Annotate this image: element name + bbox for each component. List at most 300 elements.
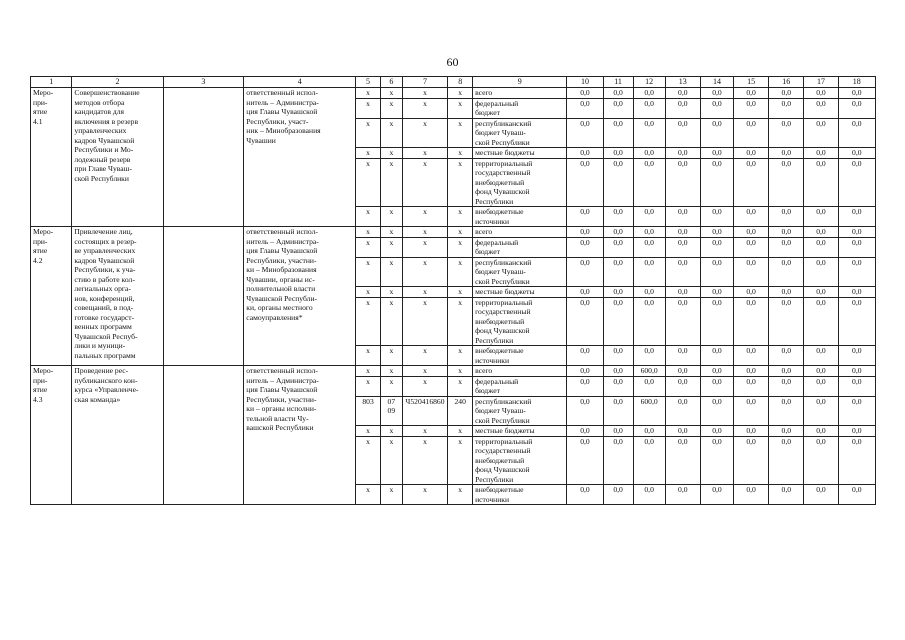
code-cell-expense: x	[448, 366, 473, 377]
code-cell-target: x	[402, 158, 448, 207]
value-cell: 0,0	[603, 396, 633, 426]
text-line: Республики	[475, 196, 514, 206]
value-cell: 0,0	[665, 237, 700, 257]
column-number: 18	[838, 77, 875, 88]
value-cell: 600,0	[633, 396, 665, 426]
table-row	[31, 88, 876, 99]
funding-source-cell	[473, 436, 567, 485]
value-cell: 0,0	[665, 98, 700, 118]
value-cell: 0,0	[838, 287, 875, 298]
value-cell: 0,0	[633, 227, 665, 238]
funding-source-cell	[473, 207, 567, 227]
code-cell-grbs: x	[356, 436, 381, 485]
value-cell: 0,0	[804, 98, 838, 118]
code-cell-section: x	[380, 88, 402, 99]
funding-source-cell	[473, 485, 567, 505]
value-cell: 0,0	[633, 376, 665, 396]
code-cell-grbs: x	[356, 346, 381, 366]
text-line: при-	[33, 236, 48, 246]
value-cell: 0,0	[700, 485, 733, 505]
value-cell: 0,0	[700, 257, 733, 287]
value-cell: 0,0	[603, 346, 633, 366]
value-cell: 0,0	[804, 118, 838, 148]
value-cell: 0,0	[734, 118, 769, 148]
text-line: ник – Минобразования	[246, 126, 321, 135]
text-line: Чувашии	[246, 135, 276, 145]
column-number: 6	[380, 77, 402, 88]
text-line: ской Республики	[475, 137, 530, 147]
value-cell: 0,0	[567, 376, 603, 396]
text-line: ятие	[33, 385, 48, 394]
value-cell: 0,0	[804, 366, 838, 377]
code-cell-expense: x	[448, 287, 473, 298]
text-line: республиканский	[475, 257, 532, 267]
column-number: 2	[72, 77, 163, 88]
value-cell: 0,0	[734, 98, 769, 118]
text-line: при-	[33, 375, 48, 385]
value-cell: 0,0	[603, 98, 633, 118]
text-line: полнительной власти	[246, 284, 316, 293]
value-cell: 0,0	[567, 158, 603, 207]
code-cell-target: x	[402, 287, 448, 298]
text-line: внебюджетный	[475, 316, 525, 326]
code-cell-section: x	[380, 237, 402, 257]
text-line: пальных программ	[74, 350, 136, 360]
value-cell: 0,0	[603, 426, 633, 437]
value-cell: 0,0	[567, 396, 603, 426]
text-line: бюджет	[475, 247, 500, 256]
value-cell: 0,0	[804, 297, 838, 346]
column-number: 12	[633, 77, 665, 88]
text-line: ская команда»	[74, 394, 121, 404]
text-line: бюджет	[475, 386, 500, 395]
code-cell-target: x	[402, 346, 448, 366]
text-line: бюджет Чуваш-	[475, 267, 526, 276]
text-line: местные бюджеты	[475, 426, 535, 435]
text-line: вашской Республики	[246, 423, 314, 432]
value-cell: 0,0	[734, 158, 769, 207]
value-cell: 0,0	[567, 346, 603, 366]
text-line: кадров Чувашской	[74, 255, 135, 265]
code-cell-target: x	[402, 436, 448, 485]
text-line: тельной власти Чу-	[246, 413, 309, 423]
value-cell: 0,0	[838, 88, 875, 99]
value-cell: 0,0	[769, 396, 804, 426]
text-line: включения в резерв	[74, 116, 139, 126]
text-line: Привлечение лиц,	[74, 227, 133, 236]
value-cell: 0,0	[838, 98, 875, 118]
code-cell-grbs: x	[356, 118, 381, 148]
text-line: самоуправления*	[246, 312, 303, 322]
funding-source-cell	[473, 297, 567, 346]
code-cell-grbs: x	[356, 98, 381, 118]
measure-id-cell	[31, 366, 72, 505]
code-cell-grbs: x	[356, 297, 381, 346]
text-line: государственный	[475, 168, 531, 177]
text-line: бюджет Чуваш-	[475, 406, 526, 415]
text-line: ответственный испол-	[246, 88, 318, 97]
code-cell-grbs: x	[356, 148, 381, 159]
value-cell: 0,0	[700, 396, 733, 426]
value-cell: 0,0	[603, 257, 633, 287]
column-number: 10	[567, 77, 603, 88]
value-cell: 0,0	[665, 426, 700, 437]
value-cell: 0,0	[633, 88, 665, 99]
value-cell: 0,0	[838, 148, 875, 159]
value-cell: 0,0	[838, 485, 875, 505]
value-cell: 0,0	[700, 98, 733, 118]
value-cell: 0,0	[804, 158, 838, 207]
text-line: государственный	[475, 307, 531, 316]
value-cell: 0,0	[603, 287, 633, 298]
column-number-row	[31, 77, 876, 88]
empty-cell	[163, 227, 244, 366]
value-cell: 0,0	[804, 227, 838, 238]
code-cell-grbs: 803	[356, 396, 381, 426]
measure-name-cell	[72, 88, 163, 227]
text-line: внебюджетные	[475, 485, 524, 494]
value-cell: 0,0	[734, 366, 769, 377]
text-line: Республики и Мо-	[74, 145, 134, 154]
code-cell-section: x	[380, 436, 402, 485]
code-cell-target: x	[402, 98, 448, 118]
funding-source-cell	[473, 366, 567, 377]
value-cell: 0,0	[633, 98, 665, 118]
value-cell: 0,0	[567, 88, 603, 99]
value-cell: 0,0	[567, 366, 603, 377]
table-body	[31, 77, 876, 505]
value-cell: 0,0	[567, 257, 603, 287]
column-number: 13	[665, 77, 700, 88]
text-line: внебюджетный	[475, 455, 525, 465]
executor-cell	[244, 88, 356, 227]
text-line: Проведение рес-	[74, 366, 129, 375]
value-cell: 0,0	[804, 346, 838, 366]
value-cell: 0,0	[665, 287, 700, 298]
value-cell: 0,0	[734, 485, 769, 505]
column-number: 17	[804, 77, 838, 88]
text-line: ция Главы Чувашской	[246, 246, 318, 255]
funding-source-cell	[473, 88, 567, 99]
value-cell: 0,0	[665, 118, 700, 148]
code-cell-target: x	[402, 237, 448, 257]
funding-source-cell	[473, 148, 567, 159]
value-cell: 0,0	[700, 118, 733, 148]
funding-source-cell	[473, 98, 567, 118]
value-cell: 0,0	[700, 88, 733, 99]
value-cell: 0,0	[769, 98, 804, 118]
value-cell: 0,0	[769, 297, 804, 346]
value-cell: 0,0	[603, 297, 633, 346]
value-cell: 0,0	[603, 366, 633, 377]
value-cell: 0,0	[633, 207, 665, 227]
text-line: 4.3	[33, 394, 43, 404]
text-line: федеральный	[475, 376, 519, 386]
code-cell-expense: x	[448, 207, 473, 227]
text-line: ятие	[33, 246, 48, 255]
value-cell: 0,0	[838, 426, 875, 437]
funding-source-cell	[473, 396, 567, 426]
budget-table	[30, 76, 876, 505]
code-cell-grbs: x	[356, 227, 381, 238]
code-cell-expense: x	[448, 346, 473, 366]
value-cell: 0,0	[567, 98, 603, 118]
column-number: 8	[448, 77, 473, 88]
value-cell: 0,0	[838, 158, 875, 207]
column-number: 1	[31, 77, 72, 88]
text-line: кандидатов для	[74, 107, 125, 116]
text-line: ской Республики	[475, 276, 530, 286]
value-cell: 0,0	[769, 436, 804, 485]
value-cell: 0,0	[665, 376, 700, 396]
value-cell: 0,0	[700, 346, 733, 366]
text-line: внебюджетные	[475, 346, 524, 355]
column-number: 4	[244, 77, 356, 88]
code-cell-section: x	[380, 98, 402, 118]
text-line: ской Республики	[475, 415, 530, 425]
value-cell: 0,0	[804, 257, 838, 287]
value-cell: 0,0	[804, 376, 838, 396]
text-line: курса «Управленче-	[74, 385, 139, 394]
code-cell-target: x	[402, 297, 448, 346]
code-cell-section: x	[380, 366, 402, 377]
value-cell: 0,0	[769, 257, 804, 287]
text-line: внебюджетные	[475, 207, 524, 216]
value-cell: 0,0	[633, 436, 665, 485]
value-cell: 0,0	[665, 227, 700, 238]
value-cell: 0,0	[734, 376, 769, 396]
value-cell: 0,0	[769, 118, 804, 148]
text-line: Меро-	[33, 366, 54, 375]
value-cell: 0,0	[567, 436, 603, 485]
text-line: Чувашии, органы ис-	[246, 274, 315, 284]
text-line: ция Главы Чувашской	[246, 107, 318, 116]
funding-source-cell	[473, 257, 567, 287]
column-number: 14	[700, 77, 733, 88]
code-cell-target: x	[402, 118, 448, 148]
code-cell-grbs: x	[356, 366, 381, 377]
value-cell: 0,0	[734, 257, 769, 287]
code-cell-section: x	[380, 148, 402, 159]
funding-source-cell	[473, 227, 567, 238]
value-cell: 0,0	[804, 237, 838, 257]
column-number: 3	[163, 77, 244, 88]
text-line: ответственный испол-	[246, 366, 318, 375]
value-cell: 0,0	[665, 366, 700, 377]
code-cell-expense: x	[448, 148, 473, 159]
value-cell: 0,0	[734, 148, 769, 159]
executor-cell	[244, 366, 356, 505]
value-cell: 0,0	[633, 118, 665, 148]
value-cell: 0,0	[567, 426, 603, 437]
code-cell-expense: x	[448, 237, 473, 257]
code-cell-target: x	[402, 207, 448, 227]
value-cell: 0,0	[838, 346, 875, 366]
text-line: при Главе Чуваш-	[74, 164, 132, 173]
value-cell: 0,0	[734, 287, 769, 298]
column-number: 15	[734, 77, 769, 88]
text-line: Республики, участ-	[246, 116, 309, 126]
code-cell-grbs: x	[356, 207, 381, 227]
value-cell: 0,0	[603, 436, 633, 485]
code-cell-section: x	[380, 207, 402, 227]
value-cell: 0,0	[804, 207, 838, 227]
code-cell-grbs: x	[356, 237, 381, 257]
value-cell: 0,0	[769, 366, 804, 377]
text-line: готовке государст-	[74, 312, 135, 322]
value-cell: 0,0	[804, 426, 838, 437]
text-line: легиальных орга-	[74, 284, 131, 293]
value-cell: 0,0	[700, 376, 733, 396]
code-cell-section: 07 09	[380, 396, 402, 426]
value-cell: 0,0	[804, 148, 838, 159]
code-cell-expense: x	[448, 118, 473, 148]
text-line: Меро-	[33, 227, 54, 236]
value-cell: 0,0	[665, 148, 700, 159]
measure-id-cell	[31, 227, 72, 366]
text-line: венных программ	[74, 322, 132, 331]
text-line: фонд Чувашской	[475, 465, 530, 474]
value-cell: 0,0	[603, 227, 633, 238]
value-cell: 0,0	[603, 207, 633, 227]
code-cell-expense: x	[448, 426, 473, 437]
text-line: ки, органы местного	[246, 303, 313, 312]
value-cell: 0,0	[769, 376, 804, 396]
page-number: 60	[446, 55, 459, 69]
text-line: ки – органы исполни-	[246, 404, 317, 413]
value-cell: 0,0	[838, 297, 875, 346]
value-cell: 0,0	[838, 436, 875, 485]
text-line: всего	[475, 227, 493, 236]
value-cell: 0,0	[603, 485, 633, 505]
value-cell: 0,0	[665, 257, 700, 287]
value-cell: 0,0	[567, 297, 603, 346]
funding-source-cell	[473, 376, 567, 396]
value-cell: 0,0	[603, 158, 633, 207]
text-line: нитель – Администра-	[246, 375, 319, 385]
value-cell: 0,0	[665, 436, 700, 485]
value-cell: 0,0	[700, 366, 733, 377]
code-cell-section: x	[380, 297, 402, 346]
value-cell: 0,0	[633, 485, 665, 505]
text-line: республиканский	[475, 118, 532, 128]
value-cell: 0,0	[734, 396, 769, 426]
value-cell: 0,0	[633, 346, 665, 366]
value-cell: 0,0	[769, 237, 804, 257]
value-cell: 0,0	[838, 237, 875, 257]
text-line: нов, конференций,	[74, 293, 135, 303]
value-cell: 0,0	[769, 426, 804, 437]
text-line: территориальный	[475, 297, 533, 307]
text-line: при-	[33, 97, 48, 107]
code-cell-expense: x	[448, 297, 473, 346]
text-line: Совершенствование	[74, 88, 140, 97]
value-cell: 0,0	[734, 436, 769, 485]
text-line: Республики, к уча-	[74, 265, 136, 274]
code-cell-grbs: x	[356, 287, 381, 298]
code-cell-target: x	[402, 426, 448, 437]
value-cell: 0,0	[633, 287, 665, 298]
value-cell: 0,0	[838, 118, 875, 148]
code-cell-expense: x	[448, 158, 473, 207]
code-cell-target: x	[402, 485, 448, 505]
funding-source-cell	[473, 426, 567, 437]
column-number: 5	[356, 77, 381, 88]
value-cell: 0,0	[734, 88, 769, 99]
value-cell: 0,0	[769, 148, 804, 159]
code-cell-target: x	[402, 88, 448, 99]
value-cell: 0,0	[700, 158, 733, 207]
value-cell: 0,0	[633, 158, 665, 207]
code-cell-target: x	[402, 376, 448, 396]
value-cell: 0,0	[769, 346, 804, 366]
value-cell: 0,0	[665, 207, 700, 227]
text-line: федеральный	[475, 237, 519, 247]
text-line: местные бюджеты	[475, 287, 535, 296]
text-line: Чувашской Респуб-	[74, 331, 138, 341]
text-line: ответственный испол-	[246, 227, 318, 236]
column-number: 9	[473, 77, 567, 88]
text-line: управленческих	[74, 126, 127, 135]
value-cell: 0,0	[769, 207, 804, 227]
text-line: местные бюджеты	[475, 148, 535, 157]
value-cell: 0,0	[633, 148, 665, 159]
column-number: 11	[603, 77, 633, 88]
value-cell: 0,0	[838, 257, 875, 287]
value-cell: 0,0	[769, 485, 804, 505]
code-cell-grbs: x	[356, 88, 381, 99]
text-line: фонд Чувашской	[475, 187, 530, 196]
funding-source-cell	[473, 237, 567, 257]
value-cell: 0,0	[633, 297, 665, 346]
value-cell: 0,0	[700, 426, 733, 437]
value-cell: 0,0	[633, 237, 665, 257]
code-cell-grbs: x	[356, 376, 381, 396]
text-line: бюджет	[475, 108, 500, 117]
code-cell-expense: x	[448, 376, 473, 396]
text-line: территориальный	[475, 158, 533, 168]
text-line: источники	[475, 355, 510, 365]
value-cell: 0,0	[567, 148, 603, 159]
text-line: нитель – Администра-	[246, 236, 319, 246]
text-line: ской Республики	[74, 173, 129, 183]
code-cell-target: Ч520416860	[402, 396, 448, 426]
text-line: ция Главы Чувашской	[246, 385, 318, 394]
value-cell: 0,0	[665, 158, 700, 207]
text-line: 4.1	[33, 116, 43, 126]
text-line: 4.2	[33, 255, 43, 265]
empty-cell	[163, 366, 244, 505]
code-cell-section: x	[380, 158, 402, 207]
code-cell-section: x	[380, 287, 402, 298]
code-cell-target: x	[402, 227, 448, 238]
value-cell: 0,0	[567, 227, 603, 238]
value-cell: 0,0	[838, 227, 875, 238]
funding-source-cell	[473, 346, 567, 366]
value-cell: 0,0	[734, 237, 769, 257]
text-line: всего	[475, 366, 493, 375]
column-number: 7	[402, 77, 448, 88]
value-cell: 0,0	[603, 118, 633, 148]
code-cell-target: x	[402, 257, 448, 287]
text-line: лики и муници-	[74, 341, 126, 350]
value-cell: 0,0	[838, 366, 875, 377]
text-line: Республики, участни-	[246, 394, 317, 404]
text-line: методов отбора	[74, 97, 125, 107]
value-cell: 0,0	[734, 297, 769, 346]
value-cell: 0,0	[603, 88, 633, 99]
value-cell: 0,0	[633, 426, 665, 437]
